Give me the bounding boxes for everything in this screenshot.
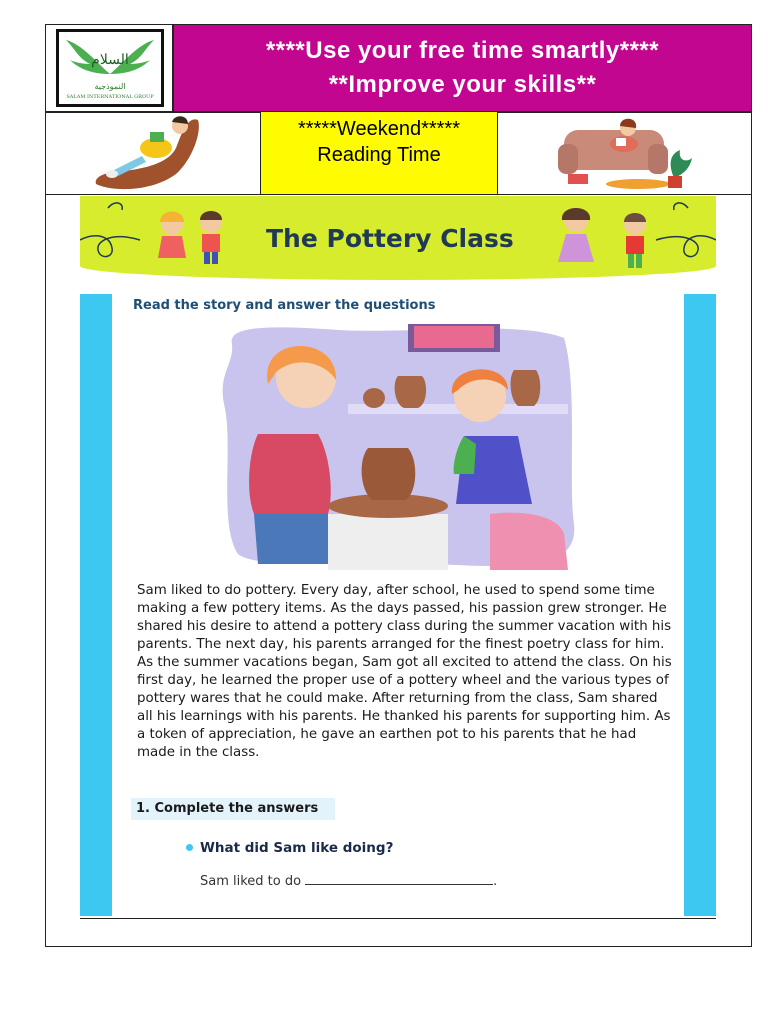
question-1: What did Sam like doing? [200,840,394,856]
answer-line-1 [200,873,497,889]
section-heading-text: 1. Complete the answers [136,801,319,816]
divider-line [45,194,752,195]
worksheet [80,196,716,916]
logo-caption: النموذجية [94,82,126,91]
worksheet-title: The Pottery Class [266,224,514,253]
svg-text:السلام: السلام [91,52,129,68]
pottery-class-illustration [218,324,578,570]
boy-reading-illustration [92,112,216,194]
weekend-subtitle: Reading Time [317,144,441,166]
logo-cell [45,24,173,112]
story-paragraph: Sam liked to do pottery. Every day, after school, he used to spend some time making a few pottery items. As the days passed, his passion grew stronger. He shared his desire to attend a pottery class during the summer vacation with his parents. The next day, his parents arranged for the finest poetry class for him. As the summer vacations began, Sam got all excited to attend the class. On his first day, he learned the proper use of a pottery wheel and the various types of pottery wares that he could make. After returning from the class, Sam shared all his learnings with his parents. He thanked his parents for supporting him. As a token of appreciation, he gave an earthen pot to his parents that he had made in the class. [137,583,672,760]
section-heading [131,798,335,820]
weekend-title: *****Weekend***** [298,118,460,140]
banner-line-1: ****Use your free time smartly**** [265,37,660,64]
girl-reading-illustration [558,114,698,192]
logo-subcaption: SALAM INTERNATIONAL GROUP [66,94,154,100]
instruction-text: Read the story and answer the questions [133,298,436,313]
kids-left-icon [158,211,222,264]
right-accent-bar [684,294,716,916]
school-logo [56,29,164,107]
bullet-icon [186,844,193,851]
bottom-divider [80,918,716,919]
answer-prefix: Sam liked to do [200,874,302,889]
answer-blank[interactable] [305,873,493,885]
wings-logo-icon [62,34,158,82]
answer-suffix: . [493,874,498,889]
weekend-reading-box [260,112,498,194]
motivation-banner [173,24,752,112]
kids-right-icon [558,208,646,268]
left-accent-bar [80,294,112,916]
banner-line-2: **Improve your skills** [328,71,597,98]
